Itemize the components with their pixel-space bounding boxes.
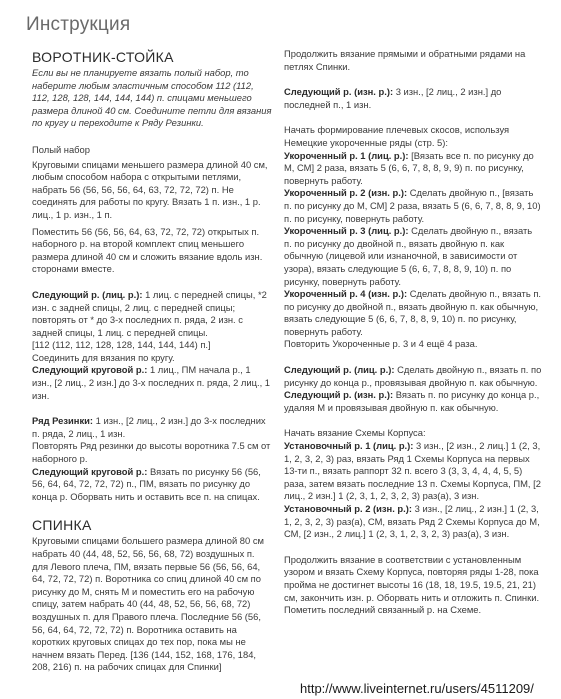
row-text: 1 лиц., ПМ начала р., 1 изн., [2 лиц., 2 изн.] до 3-х последних п. ряда, 2 лиц., 1 изн. bbox=[32, 364, 271, 401]
row-text: Сделать двойную п., [вязать п. по рисунку до М, СМ] 2 раза, вязать 5 (6, 6, 7, 8, 8, 9, 10) п. по рисунку, повернуть работу. bbox=[284, 187, 541, 224]
row-text: Вязать по рисунку 56 (56, 56, 64, 64, 72, 72, 72) п., ПМ, вязать по рисунку до конца р. Оборвать нить и оставить все п. на спицах. bbox=[32, 465, 261, 502]
subsection-hollow-cast-on: Полый набор bbox=[32, 143, 90, 155]
row-label: Укороченный р. 3 (лиц. р.): bbox=[284, 225, 409, 237]
instruction-row bbox=[284, 225, 542, 288]
instruction-row bbox=[284, 364, 542, 389]
section-title-collar: ВОРОТНИК-СТОЙКА bbox=[32, 49, 174, 65]
row-label: Ряд Резинки: bbox=[32, 415, 94, 427]
row-label: Укороченный р. 1 (лиц. р.): bbox=[284, 149, 409, 161]
paragraph: Начать вязание Схемы Корпуса: bbox=[284, 427, 426, 439]
page-title: Инструкция bbox=[26, 14, 131, 35]
row-label: Следующий р. (лиц. р.): bbox=[284, 364, 395, 376]
stitch-count: [112 (112, 112, 128, 128, 144, 144, 144) п.] bbox=[32, 339, 211, 351]
instruction-row bbox=[284, 389, 542, 414]
row-label: Установочный р. 2 (изн. р.): bbox=[284, 503, 413, 514]
paragraph: Продолжить вязание прямыми и обратными рядами на петлях Спинки. bbox=[284, 48, 526, 72]
row-text: 1 изн., [2 лиц., 2 изн.] до 3-х последних п. ряда, 2 лиц., 1 изн. bbox=[32, 415, 266, 439]
paragraph: Повторить Укороченные р. 3 и 4 ещё 4 раза. bbox=[284, 338, 478, 350]
instruction-row bbox=[284, 187, 542, 225]
instruction-row bbox=[284, 150, 542, 188]
paragraph: Круговыми спицами большего размера длиной 80 см набрать 40 (44, 48, 52, 56, 56, 68, 72) воздушных п. для Левого плеча, ПМ, вязать первые 56 (56, 56, 64, 64, 72, 72, 72) п. Воротника со спиц длиной 40 см по рисунку до М, снять М и поместить его на рабочую спицу, затем набрать 40 (44, 48, 52, 56, 56, 68, 72) воздушных п. для Правого плеча. Последние 56 (56, 56, 64, 64, 72, 72, 72) п. Воротника оставить на коротких круговых спицах до тех пор, пока мы не начнем вязать Перед. [136 (144, 152, 168, 176, 184, 208, 216) п. на рабочих спицах для Спинки] bbox=[32, 535, 264, 673]
row-label: Укороченный р. 4 (изн. р.): bbox=[284, 288, 408, 300]
instruction-row bbox=[284, 288, 542, 338]
row-text: Сделать двойную п., вязать п. по рисунку до конца р., провязывая двойную п. как обычную. bbox=[284, 364, 542, 388]
row-label: Следующий круговой р.: bbox=[32, 465, 148, 477]
instruction-row bbox=[32, 466, 272, 504]
row-text: 3 изн., [2 изн., 2 лиц.] 1 (2, 3, 1, 2, 3, 2, 3) раз, вязать Ряд 1 Схемы Корпуса на первых 13-ти п., вязать раппорт 32 п. всего 3 (3, 3, 4, 4, 4, 5, 5) раза, затем вязать последние 13 п. Схемы Корпуса, ПМ, [2 лиц., 2 изн.] 1 (2, 3, 1, 2, 3, 2, 3) раз(а), 3 изн. bbox=[284, 440, 541, 502]
paragraph: Продолжить вязание в соответствии с установленным узором и вязать Схему Корпуса, повторяя ряды 1-28, пока пройма не достигнет высоты 16 (18, 18, 19.5, 19.5, 21, 21) см, закончить изн. р. Оборвать нить и отложить п. Спинки. Пометить последний связанный р. на Схеме. bbox=[284, 553, 540, 616]
row-label: Следующий р. (лиц. р.): bbox=[32, 288, 143, 300]
row-text: 1 лиц. с передней спицы, *2 изн. с задней спицы, 2 лиц. с передней спицы; повторять от * до 3-х последних п. ряда, 2 изн. с задней спицы, 1 лиц. с передней спицы. bbox=[32, 288, 267, 338]
instruction-row bbox=[284, 86, 542, 111]
row-text: Вязать п. по рисунку до конца р., удаляя М и провязывая двойную п. как обычную. bbox=[284, 389, 540, 413]
row-text: Сделать двойную п., вязать п. по рисунку до двойной п., вязать двойную п. как обычную (лицевой или изнаночной, в зависимости от узора), вязать следующие 5 (6, 6, 7, 8, 8, 9, 10) п. по рисунку, повернуть работу. bbox=[284, 225, 533, 287]
row-label: Следующий круговой р.: bbox=[32, 364, 148, 376]
collar-intro: Если вы не планируете вязать полый набор, то наберите любым эластичным способом 112 (112, 112, 128, 128, 144, 144, 144) п. спицами меньшего размера длиной 40 см. Соедините петли для вязания по кругу и переходите к Ряду Резинки. bbox=[32, 67, 272, 129]
row-label: Следующий р. (изн. р.): bbox=[284, 389, 394, 401]
instruction-row bbox=[32, 415, 272, 440]
right-column bbox=[284, 48, 542, 617]
paragraph: Начать формирование плечевых скосов, используя Немецкие укороченные ряды (стр. 5): bbox=[284, 124, 510, 148]
instruction-row bbox=[284, 503, 542, 541]
row-label: Следующий р. (изн. р.): bbox=[284, 86, 394, 98]
instruction-row bbox=[284, 440, 542, 503]
left-column bbox=[32, 48, 272, 674]
paragraph: Повторять Ряд резинки до высоты воротника 7.5 см от наборного р. bbox=[32, 440, 271, 465]
row-label: Укороченный р. 2 (изн. р.): bbox=[284, 187, 408, 199]
row-text: 3 изн., [2 лиц., 2 изн.] 1 (2, 3, 1, 2, 3, 2, 3) раз(а), СМ, вязать Ряд 2 Схемы Корпуса до М, СМ, [2 изн., 2 лиц.] 1 (2, 3, 1, 2, 3, 2, 3) раз(а), 3 изн. bbox=[284, 503, 540, 540]
instruction-row bbox=[32, 364, 272, 402]
row-text: [Вязать все п. по рисунку до М, СМ] 2 раза, вязать 5 (6, 6, 7, 8, 8, 9, 9) п. по рисунку, повернуть работу. bbox=[284, 149, 534, 186]
row-text: Сделать двойную п., вязать п. по рисунку до двойной п., вязать двойную п. как обычную, вязать следующие 5 (6, 6, 7, 8, 8, 9, 10) п. по рисунку, повернуть работу. bbox=[284, 288, 542, 337]
watermark-url: http://www.liveinternet.ru/users/4511209/ bbox=[300, 681, 534, 696]
row-label: Установочный р. 1 (лиц. р.): bbox=[284, 440, 414, 452]
row-text: 3 изн., [2 лиц., 2 изн.] до последней п., 1 изн. bbox=[284, 86, 502, 110]
instruction-row bbox=[32, 289, 272, 339]
section-title-back: СПИНКА bbox=[32, 517, 92, 534]
paragraph: Круговыми спицами меньшего размера длиной 40 см, любым способом набора с открытыми петлями, набрать 56 (56, 56, 56, 64, 63, 72, 72, 72) п. Не соединять для работы по кругу. Вязать 1 п. изн., 1 р. лиц., 1 р. изн., 1 п. bbox=[32, 158, 268, 220]
paragraph: Соединить для вязания по кругу. bbox=[32, 351, 175, 363]
paragraph: Поместить 56 (56, 56, 64, 63, 72, 72, 72) открытых п. наборного р. на второй комплект спиц меньшего размера длиной 40 см и сложить вязание вдоль изн. сторонами вместе. bbox=[32, 225, 263, 275]
